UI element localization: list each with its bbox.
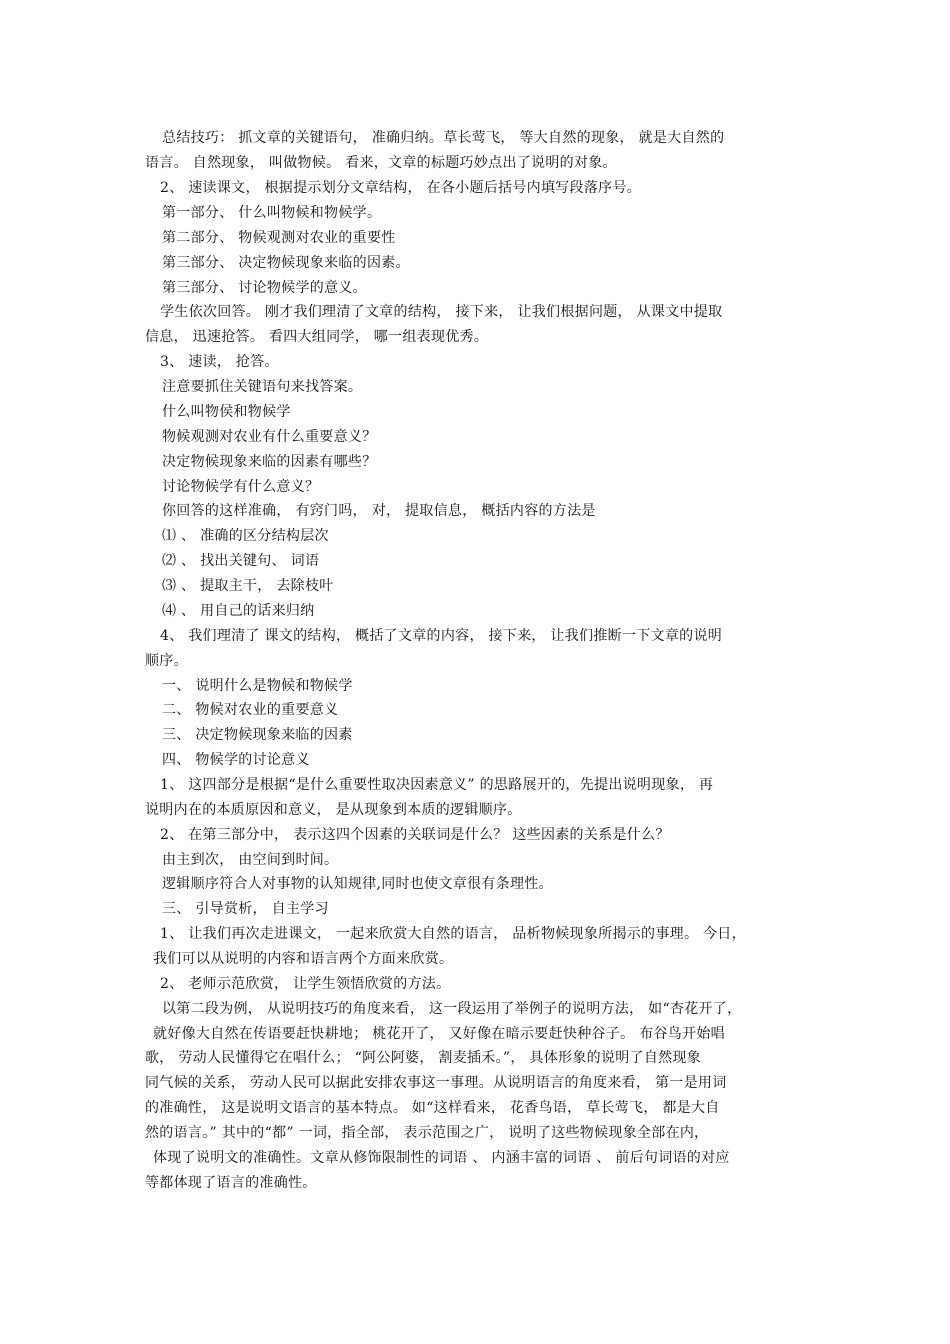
text-line: 2、 老师示范欣赏， 让学生领悟欣赏的方法。	[160, 976, 451, 992]
text-line: 物候观测对农业有什么重要意义？	[162, 429, 377, 445]
text-line: 等都体现了语言的准确性。	[145, 1175, 317, 1191]
text-line: 4、 我们理清了 课文的结构， 概括了文章的内容， 接下来， 让我们推断一下文章的说明	[160, 628, 723, 644]
text-line: 2、 速读课文， 根据提示划分文章结构， 在各小题后括号内填写段落序号。	[160, 180, 642, 196]
text-line: 你回答的这样准确， 有窍门吗， 对， 提取信息， 概括内容的方法是	[162, 503, 596, 519]
text-line: 的准确性， 这是说明文语言的基本特点。 如“这样看来， 花香鸟语， 草长莺飞， 都是大自	[145, 1100, 720, 1116]
text-line: 以第二段为例， 从说明技巧的角度来看， 这一段运用了举例子的说明方法， 如“杏花开了，	[162, 1001, 742, 1017]
text-line: 总结技巧： 抓文章的关键语句， 准确归纳。草长莺飞， 等大自然的现象， 就是大自然的	[162, 130, 725, 146]
text-line: 信息， 迅速抢答。 看四大组同学， 哪一组表现优秀。	[145, 329, 489, 345]
text-line: 三、 决定物候现象来临的因素	[162, 727, 353, 743]
text-line: 歌， 劳动人民懂得它在唱什么； “阿公阿婆， 割麦插禾。”， 具体形象的说明了自然现象	[145, 1050, 702, 1066]
text-line: ⑶ 、 提取主干， 去除枝叶	[162, 578, 334, 594]
text-line: ⑷ 、 用自己的话来归纳	[162, 603, 315, 619]
text-line: 第二部分、 物候观测对农业的重要性	[162, 230, 396, 246]
text-line: ⑵ 、 找出关键句、 词语	[162, 553, 320, 569]
text-line: 逻辑顺序符合人对事物的认知规律,同时也使文章很有条理性。	[162, 876, 553, 892]
text-line: 语言。 自然现象， 叫做物候。 看来，文章的标题巧妙点出了说明的对象。	[145, 155, 617, 171]
text-line: 1、 让我们再次走进课文， 一起来欣赏大自然的语言， 品析物候现象所揭示的事理。 今日，	[160, 926, 746, 942]
text-line: 2、 在第三部分中， 表示这四个因素的关联词是什么？ 这些因素的关系是什么？	[160, 827, 670, 843]
text-line: 什么叫物侯和物候学	[162, 404, 291, 420]
text-line: 第三部分、 讨论物候学的意义。	[162, 280, 367, 296]
text-line: 顺序。	[145, 653, 188, 669]
text-line: 同气候的关系， 劳动人民可以据此安排农事这一事理。从说明语言的角度来看， 第一是用词	[145, 1075, 727, 1091]
text-line: 就好像大自然在传语要赶快耕地； 桃花开了， 又好像在暗示要赶快种谷子。 布谷鸟开始唱	[153, 1026, 725, 1042]
text-line: 说明内在的本质原因和意义， 是从现象到本质的逻辑顺序。	[145, 802, 522, 818]
text-line: 四、 物候学的讨论意义	[162, 752, 310, 768]
text-line: 学生依次回答。 刚才我们理清了文章的结构， 接下来， 让我们根据问题， 从课文中提取	[160, 304, 723, 320]
text-line: ⑴ 、 准确的区分结构层次	[162, 528, 329, 544]
text-line: 讨论物候学有什么意义？	[162, 479, 320, 495]
text-line: 决定物候现象来临的因素有哪些？	[162, 454, 377, 470]
text-line: 由主到次， 由空间到时间。	[162, 852, 339, 868]
text-line: 一、 说明什么是物候和物候学	[162, 678, 353, 694]
text-line: 1、 这四部分是根据“是什么重要性取决因素意义” 的思路展开的，先提出说明现象， 再	[160, 777, 714, 793]
text-line: 第三部分、 决定物候现象来临的因素。	[162, 255, 410, 271]
text-line: 注意要抓住关键语句来找答案。	[162, 379, 363, 395]
text-line: 第一部分、 什么叫物候和物候学。	[162, 205, 382, 221]
text-line: 我们可以从说明的内容和语言两个方面来欣赏。	[153, 951, 454, 967]
text-line: 体现了说明文的准确性。文章从修饰限制性的词语 、 内涵丰富的词语 、 前后句词语的对应	[153, 1150, 730, 1166]
text-line: 然的语言。” 其中的“都” 一词，指全部， 表示范围之广， 说明了这些物候现象全部在内，	[145, 1125, 709, 1141]
text-line: 二、 物候对农业的重要意义	[162, 702, 339, 718]
text-line: 三、 引导赏析， 自主学习	[162, 901, 329, 917]
text-line: 3、 速读， 抢答。	[160, 354, 279, 370]
